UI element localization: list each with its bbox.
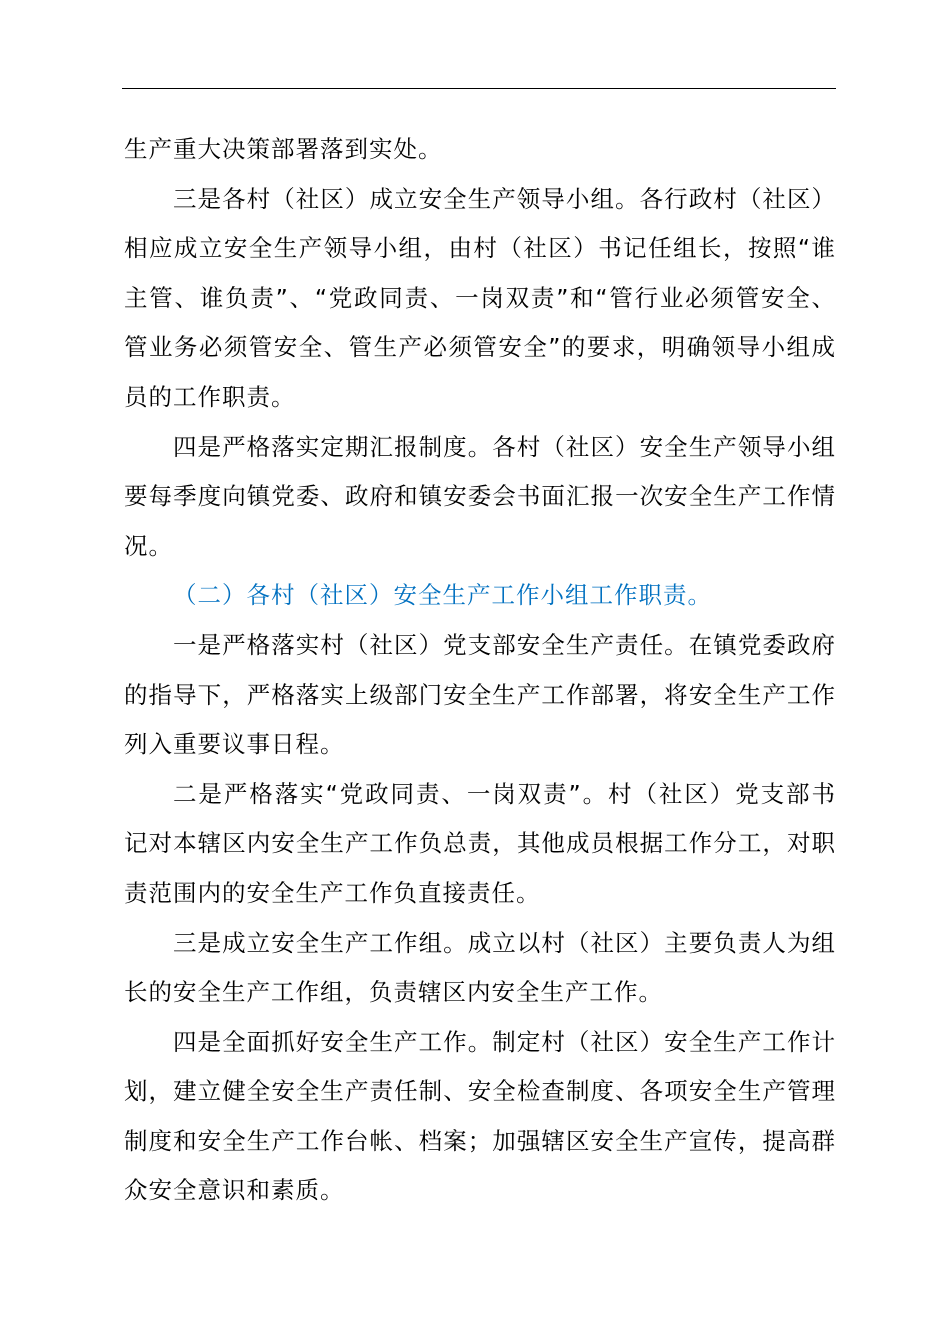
paragraph-reporting-system: 四是严格落实定期汇报制度。各村（社区）安全生产领导小组要每季度向镇党委、政府和镇安委会书面汇报一次安全生产工作情况。 (124, 432, 836, 560)
paragraph-safety-work: 四是全面抓好安全生产工作。制定村（社区）安全生产工作计划，建立健全安全生产责任制、安全检查制度、各项安全生产管理制度和安全生产工作台帐、档案；加强辖区安全生产宣传，提高群众安全意识和素质。 (124, 1027, 836, 1205)
document-body (124, 125, 836, 1216)
header-rule (122, 88, 836, 89)
section-heading: （二）各村（社区）安全生产工作小组工作职责。 (173, 581, 712, 610)
paragraph-continuation: 生产重大决策部署落到实处。 (124, 135, 443, 163)
paragraph-working-group: 三是成立安全生产工作组。成立以村（社区）主要负责人为组长的安全生产工作组，负责辖区内安全生产工作。 (124, 928, 836, 1007)
paragraph-shared-responsibility: 二是严格落实“党政同责、一岗双责”。村（社区）党支部书记对本辖区内安全生产工作负总责，其他成员根据工作分工，对职责范围内的安全生产工作负直接责任。 (124, 779, 836, 907)
paragraph-leadership-group: 三是各村（社区）成立安全生产领导小组。各行政村（社区）相应成立安全生产领导小组，由村（社区）书记任组长，按照“谁主管、谁负责”、“党政同责、一岗双责”和“管行业必须管安全、管业务必须管安全、管生产必须管安全”的要求，明确领导小组成员的工作职责。 (124, 184, 836, 411)
paragraph-party-branch-responsibility: 一是严格落实村（社区）党支部安全生产责任。在镇党委政府的指导下，严格落实上级部门安全生产工作部署，将安全生产工作列入重要议事日程。 (124, 630, 836, 759)
